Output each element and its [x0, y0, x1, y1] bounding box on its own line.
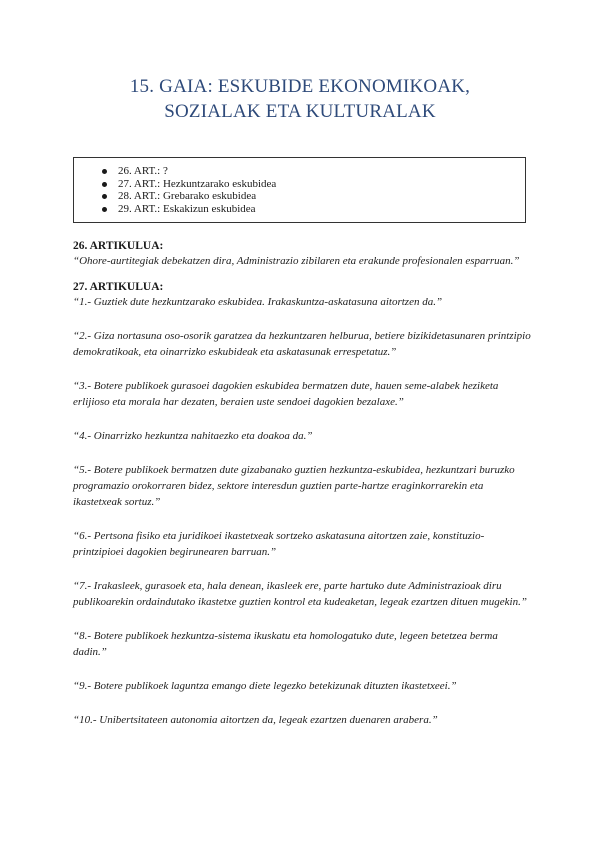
article-26-heading: 26. ARTIKULUA: — [73, 240, 164, 252]
article-27-paragraph-6: “6.- Pertsona fisiko eta juridikoei ikastetxeak sortzeko askatasuna aitortzen zaie, konstituzio-printzipioei dagokien begirunearen barruan.” — [73, 530, 485, 558]
article-27-paragraph-5: “5.- Botere publikoek bermatzen dute gizabanako guztien hezkuntza-eskubidea, hezkuntzari buruzko programazio orokorraren bidez, sektore interesdun guztien parte-hartze eraginkorrarekin eta ikastetxeak sortuz.” — [73, 464, 515, 508]
title-line-2: SOZIALAK ETA KULTURALAK — [164, 101, 436, 122]
article-27-paragraph-10: “10.- Unibertsitateen autonomia aitortzen da, legeak ezartzen duenaren arabera.” — [73, 714, 438, 726]
article-26-text: “Ohore-aurtitegiak debekatzen dira, Administrazio zibilaren eta erakunde profesionalen esparruan.” — [73, 255, 520, 267]
title-line-1: 15. GAIA: ESKUBIDE EKONOMIKOAK, — [129, 76, 471, 97]
contents-box — [73, 157, 526, 223]
article-27-heading: 27. ARTIKULUA: — [73, 281, 164, 293]
article-27-paragraph-3: “3.- Botere publikoek gurasoei dagokien eskubidea bermatzen dute, hauen seme-alabek heziketa erlijioso eta morala har dezaten, beraien uste sendoei dagokien bezalaxe.” — [73, 380, 499, 408]
contents-item: 26. ART.: ? — [102, 165, 525, 178]
contents-item: 27. ART.: Hezkuntzarako eskubidea — [102, 178, 525, 191]
page-title — [0, 74, 600, 124]
contents-item: 28. ART.: Grebarako eskubidea — [102, 190, 525, 203]
document-body — [73, 240, 533, 728]
contents-list — [102, 165, 525, 215]
article-27-paragraph-2: “2.- Giza nortasuna oso-osorik garatzea da hezkuntzaren helburua, betiere bizikidetasunaren printzipio demokratikoak, eta oinarrizko eskubideak eta askatasunak errespetatuz.” — [73, 330, 531, 358]
article-27-paragraph-1: “1.- Guztiek dute hezkuntzarako eskubidea. Irakaskuntza-askatasuna aitortzen da.” — [73, 296, 443, 308]
article-27-paragraph-8: “8.- Botere publikoek hezkuntza-sistema ikuskatu eta homologatuko dute, legeen betetzea berma dadin.” — [73, 630, 498, 658]
article-27-paragraph-9: “9.- Botere publikoek laguntza emango diete legezko betekizunak dituzten ikastetxeei.” — [73, 680, 457, 692]
contents-item: 29. ART.: Eskakizun eskubidea — [102, 203, 525, 216]
article-27-paragraph-4: “4.- Oinarrizko hezkuntza nahitaezko eta doakoa da.” — [73, 430, 313, 442]
article-27-paragraph-7: “7.- Irakasleek, gurasoek eta, hala denean, ikasleek ere, parte hartuko dute Administrazioak diru publikoarekin ordaindutako ikastetxe guztien kontrol eta kudeaketan, legeak ezartzen dituen mugekin.” — [73, 580, 527, 608]
